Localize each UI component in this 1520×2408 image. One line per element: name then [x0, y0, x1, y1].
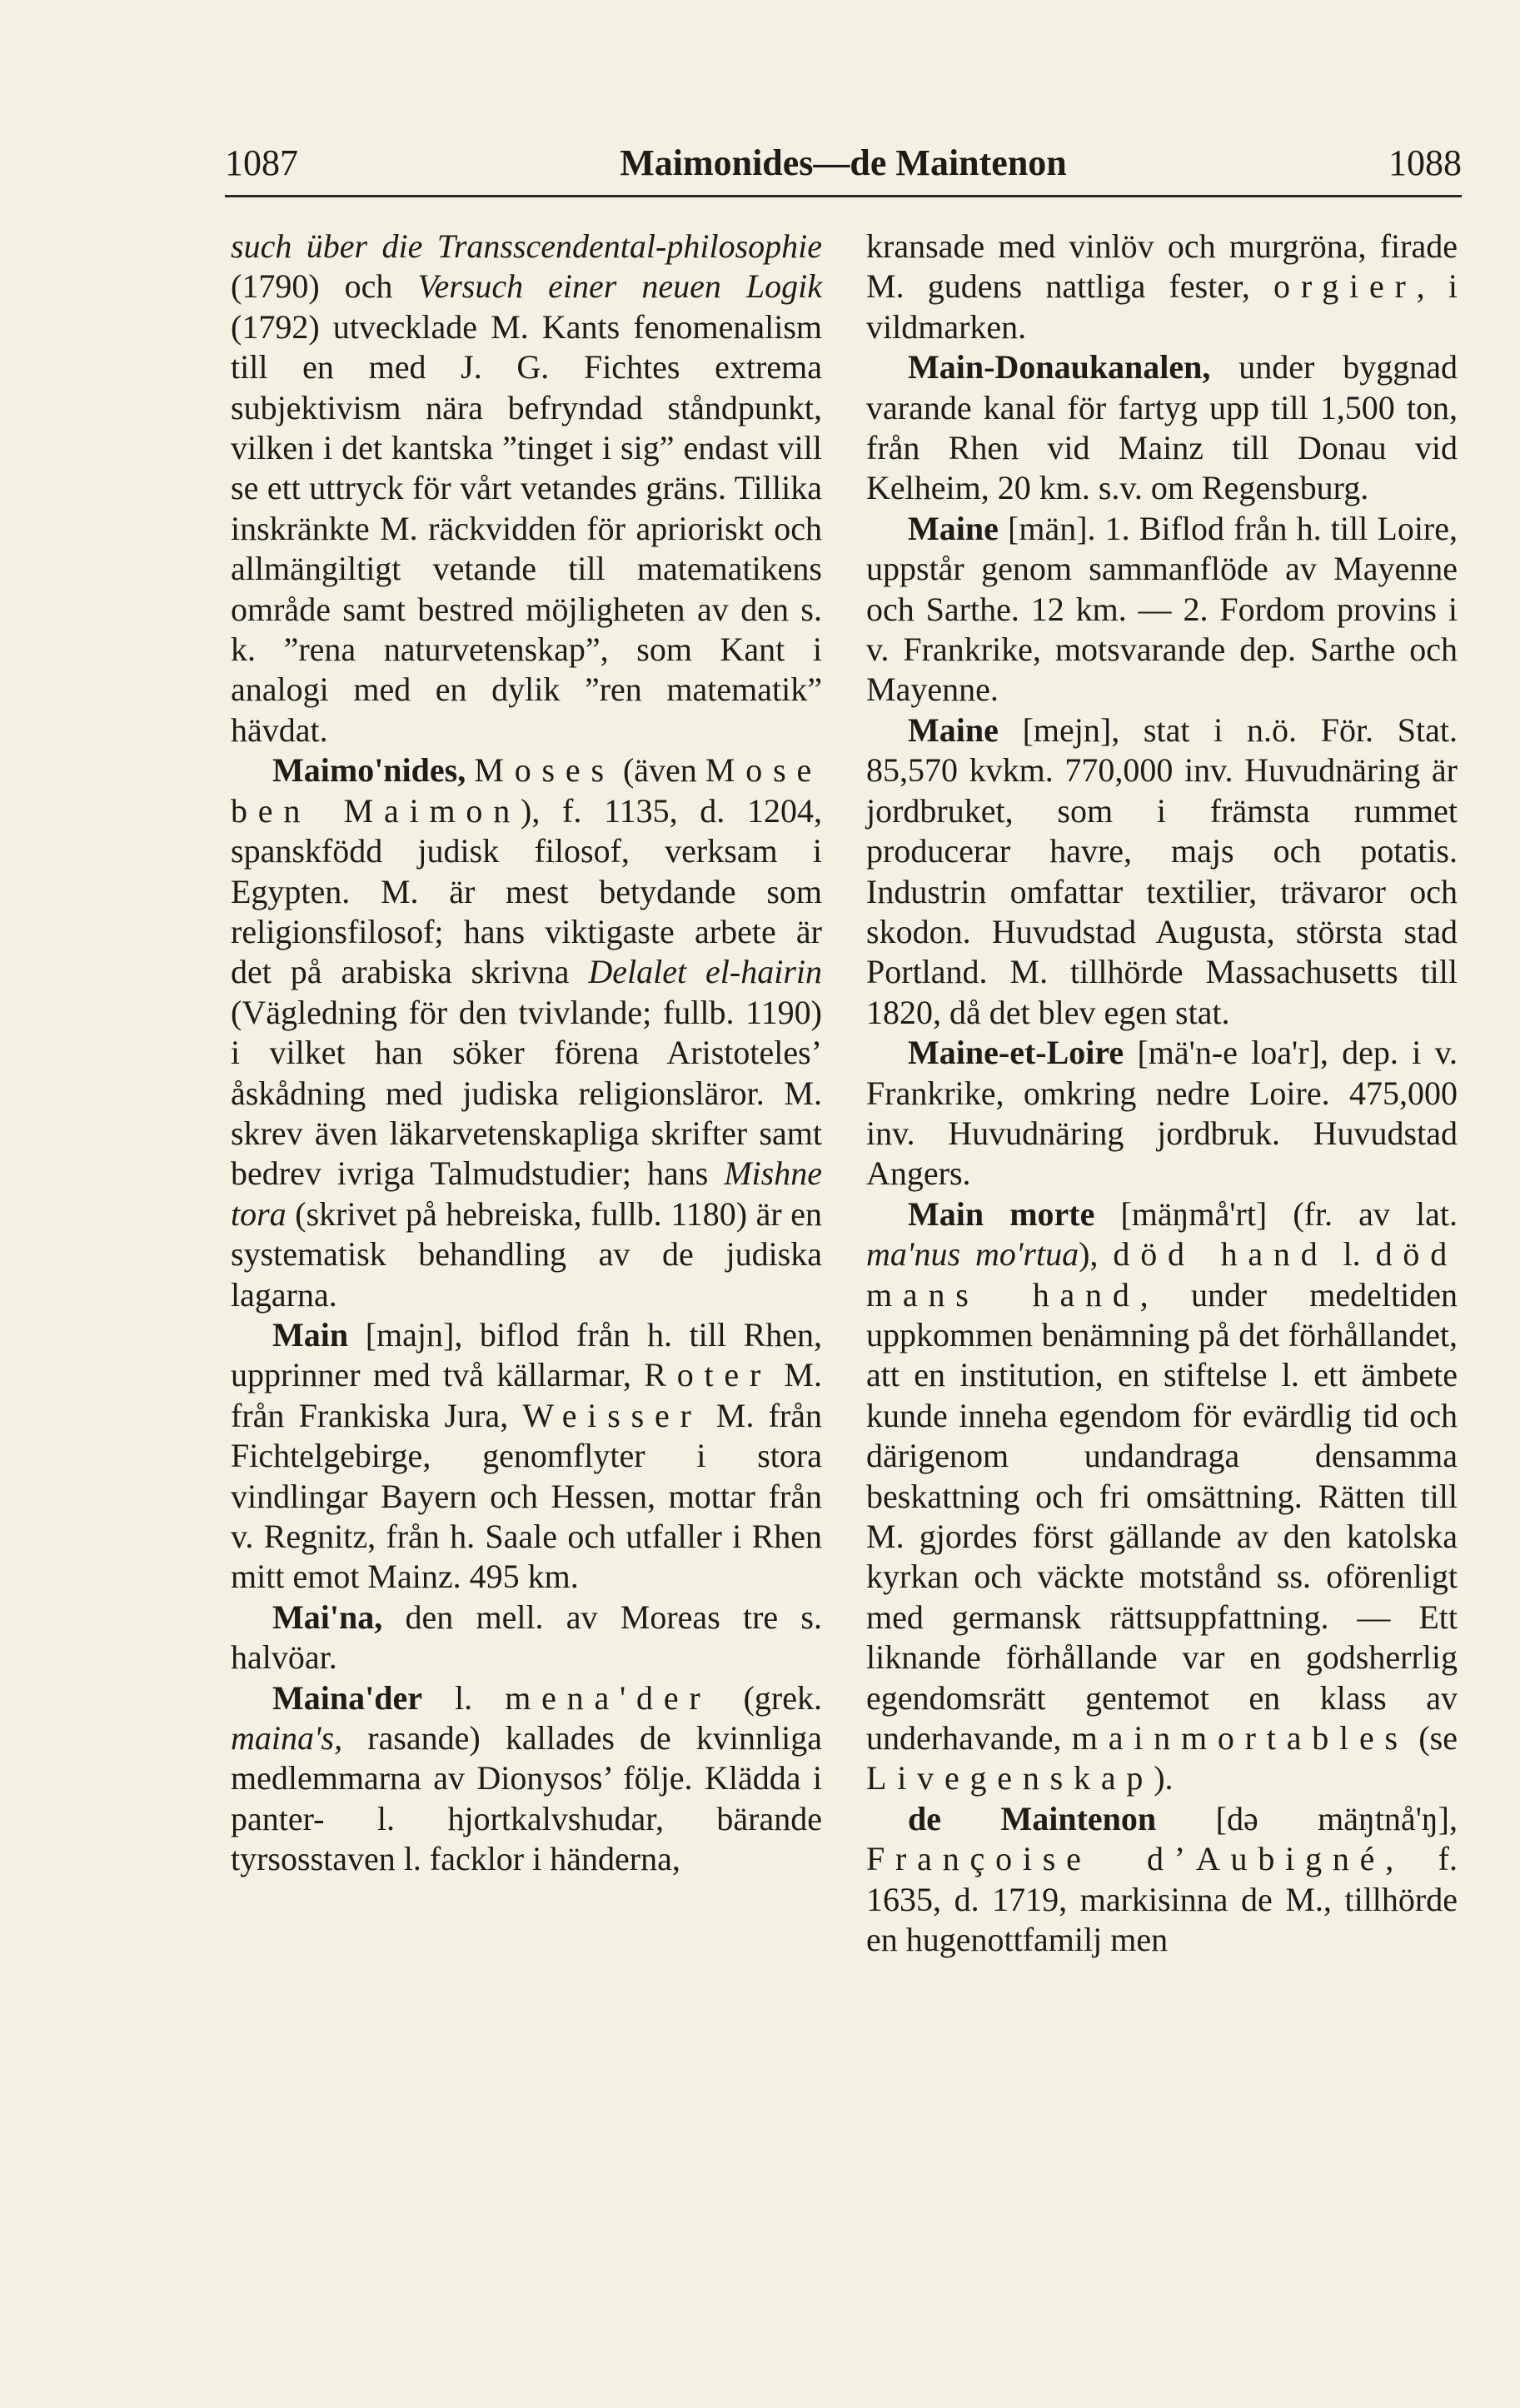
headword: Maine-et-Loire: [908, 1034, 1124, 1072]
entry-de-maintenon: de Maintenon [də mäŋtnå'ŋ], Françoise d’Aubigné, f. 1635, d. 1719, markisinna de M., tillhörde en hugenottfamilj men: [866, 1799, 1458, 1959]
entry-maimon-continuation: such über die Transscendental-philosophie (1790) och Versuch einer neuen Logik (1792) utvecklade M. Kants fenomenalism till en med J. G. Fichtes extrema subjektivism nära befryndad ståndpunkt, vilken i det kantska ”tinget i sig” endast vill se ett uttryck för vårt vetandes gräns. Tillika inskränkte M. räckvidden för aprioriskt och allmängiltigt vetande till matematikens område samt bestred möjligheten av den s. k. ”rena naturvetenskap”, som Kant i analogi med en dylik ”ren matematik” hävdat.: [231, 227, 822, 749]
headword: Maine: [908, 509, 999, 547]
headword: Main-Donaukanalen,: [908, 348, 1211, 386]
left-page-number: 1087: [225, 142, 298, 183]
headword: de Maintenon: [908, 1799, 1157, 1837]
page-header: [225, 135, 1462, 193]
entry-mainader-continuation: kransade med vinlöv och murgröna, firade M. gudens nattliga fester, orgier, i vildmarken.: [866, 227, 1458, 346]
headword: Maine: [908, 710, 999, 749]
headword: Maimo'nides,: [272, 751, 466, 790]
headword: Mai'na,: [272, 1598, 383, 1636]
headword: Main: [272, 1315, 349, 1354]
entry-maina: Mai'na, den mell. av Moreas tre s. halvöar.: [231, 1598, 822, 1677]
entry-main-morte: Main morte [mäŋmå'rt] (fr. av lat. ma'nus mo'rtua), död hand l. död mans hand, under medeltiden uppkommen benämning på det förhållandet, att en institution, en stiftelse l. ett ämbete kunde inneha egendom för evärdlig tid och därigenom undandraga densamma beskattning och fri omsättning. Rätten till M. gjordes först gällande av den katolska kyrkan och väckte motstånd ss. oförenligt med germansk rättsuppfattning. — Ett liknande förhållande var en godsherrlig egendomsrätt gentemot en klass av underhavande, mainmortables (se Livegenskap).: [866, 1194, 1458, 1797]
entry-maine-state: Maine [mejn], stat i n.ö. För. Stat. 85,570 kvkm. 770,000 inv. Huvudnäring är jordbruket, som i främsta rummet producerar havre, majs och potatis. Industrin omfattar textilier, trävaror och skodon. Huvudstad Augusta, största stad Portland. M. tillhörde Massachusetts till 1820, då det blev egen stat.: [866, 710, 1458, 1031]
entry-maine-river: Maine [män]. 1. Biflod från h. till Loire, uppstår genom sammanflöde av Mayenne och Sarthe. 12 km. — 2. Fordom provins i v. Frankrike, motsvarande dep. Sarthe och Mayenne.: [866, 509, 1458, 709]
right-column: [866, 227, 1458, 1960]
entry-main-donaukanalen: Main-Donaukanalen, under byggnad varande kanal för fartyg upp till 1,500 ton, från Rhen vid Mainz till Donau vid Kelheim, 20 km. s.v. om Regensburg.: [866, 348, 1458, 507]
entry-main: Main [majn], biflod från h. till Rhen, upprinner med två källarmar, Roter M. från Frankiska Jura, Weisser M. från Fichtelgebirge, genomflyter i stora vindlingar Bayern och Hessen, mottar från v. Regnitz, från h. Saale och utfaller i Rhen mitt emot Mainz. 495 km.: [231, 1315, 822, 1596]
headword: Maina'der: [272, 1678, 422, 1717]
headword: Main morte: [908, 1194, 1095, 1233]
entry-mainader: Maina'der l. mena'der (grek. maina's, rasande) kallades de kvinnliga medlemmarna av Dionysos’ följe. Klädda i panter- l. hjortkalvshudar, bärande tyrsosstaven l. facklor i händerna,: [231, 1678, 822, 1878]
right-page-number: 1088: [1388, 142, 1462, 183]
header-rule: [225, 195, 1462, 197]
entry-maine-et-loire: Maine-et-Loire [mä'n-e loa'r], dep. i v. Frankrike, omkring nedre Loire. 475,000 inv. Huvudnäring jordbruk. Huvudstad Angers.: [866, 1034, 1458, 1193]
running-title: Maimonides—de Maintenon: [620, 142, 1067, 183]
left-column: [231, 227, 822, 1880]
entry-maimonides: Maimo'nides, Moses (även Mose ben Maimon), f. 1135, d. 1204, spanskfödd judisk filosof, verksam i Egypten. M. är mest betydande som religionsfilosof; hans viktigaste arbete är det på arabiska skrivna Delalet el-hairin (Vägledning för den tvivlande; fullb. 1190) i vilket han söker förena Aristoteles’ åskådning med judiska religionsläror. M. skrev även läkarvetenskapliga skrifter samt bedrev ivriga Talmudstudier; hans Mishne tora (skrivet på hebreiska, fullb. 1180) är en systematisk behandling av de judiska lagarna.: [231, 751, 823, 1314]
